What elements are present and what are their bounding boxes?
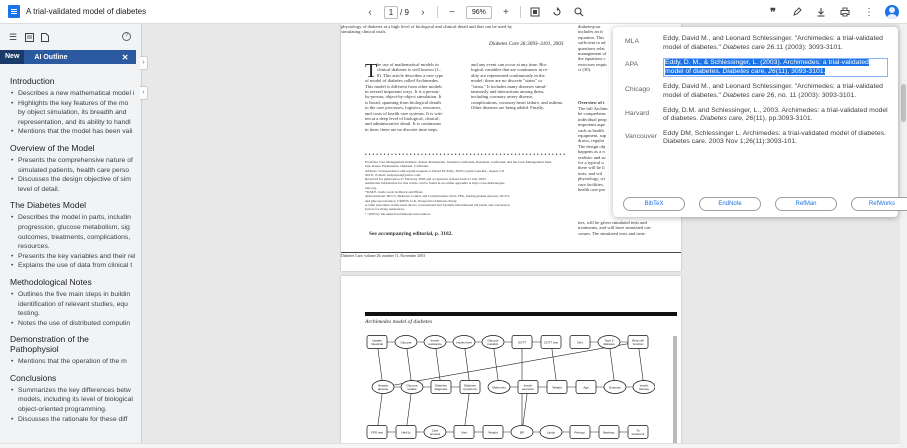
diagram-node — [488, 381, 510, 394]
diagram-node — [396, 426, 416, 439]
citation-row-vancouver[interactable] — [625, 130, 888, 147]
page1-footnote — [365, 160, 579, 216]
text-line: Additional information for this article can be found in an online appendix at http://care.diabetesjour- — [365, 181, 506, 186]
text-line: of model of diabetes called Archimedes. — [365, 78, 439, 84]
text-line: and administrative detail. It is continuous — [365, 121, 442, 127]
diagram-node-label: Type 2 — [604, 338, 614, 343]
diagram-node-label: symptoms — [463, 387, 477, 392]
citation-text-main: Eddy DM, Schlessinger L. Archimedes: a trial-validated model of diabetes. Diabetes care. 2003 Nov 1;26(11):3093-101. — [663, 129, 886, 146]
page-navigator — [384, 6, 409, 19]
diagram-node-label: Exercise — [609, 385, 621, 390]
export-bibtex-button[interactable]: BibTeX — [623, 197, 685, 211]
text-line: in time; there are no discrete time steps. — [365, 126, 439, 132]
outline-bullet-text: • Summarizes the key differences betw — [18, 386, 131, 394]
figure-title: Archimedes model of diabetes — [365, 319, 433, 325]
text-line: ct (30). — [578, 67, 592, 73]
diagram-node-label: Intestinal — [370, 342, 384, 347]
diagram-node-label: function — [632, 342, 644, 347]
tab-ai-outline[interactable] — [24, 50, 136, 64]
outline-bullet[interactable] — [10, 99, 135, 128]
collapse-arrow-icon[interactable]: › — [140, 56, 148, 70]
text-line: including coronary artery disease, — [471, 94, 534, 100]
sidebar-icon-bar — [0, 24, 141, 50]
text-line: Other diseases are being added. Finally, — [471, 105, 545, 111]
text-line: From the Care Management Institute, Kaiser Permanente, Southern California, Pasadena, California; and the Care Management Insti- — [365, 160, 553, 164]
text-line: ality are represented continuously in the — [471, 72, 545, 78]
help-icon[interactable]: ? — [122, 32, 131, 41]
diagram-node-label: process — [429, 432, 441, 437]
outline-bullet-text: by object simulation, its breadth and — [18, 109, 127, 117]
outline-bullet-text: resources. — [18, 243, 50, 251]
text-line: *D.M.E. holds stock in Merck and Pfizer. — [365, 190, 424, 195]
diagram-node-label: FPG test — [371, 430, 383, 435]
diagram-node-label: Diabetes — [464, 383, 476, 388]
zoom-level-input[interactable]: 96% — [466, 6, 492, 19]
diagram-node-label: diabetes — [603, 342, 615, 347]
see-editorial: See accompanying editorial, p. 3182. — [369, 231, 453, 237]
text-line: diabetesjour — [578, 24, 601, 29]
text-line: clinical diabetes is well known (1– — [377, 67, 441, 73]
diagram-node-label: Glucose — [400, 340, 412, 345]
diagram-node-label: treatment — [631, 432, 645, 437]
text-line: factors for many substances. — [365, 207, 405, 212]
text-line: complications, coronary heart failure, and asthma. — [471, 99, 564, 105]
diagram-node — [454, 426, 474, 439]
text-line: sufficient to ad — [578, 40, 606, 46]
outline-bullet-text: • Outlines the five main steps in buildin — [18, 290, 131, 298]
diagram-node — [460, 381, 480, 394]
citation-row-mla[interactable] — [625, 35, 888, 52]
download-icon[interactable] — [813, 4, 829, 20]
text-line: care facilities, — [578, 181, 604, 187]
text-line: there will be li — [578, 165, 605, 171]
outline-bullet[interactable] — [10, 290, 135, 319]
text-line: ties, will be given simulated tests and — [578, 220, 647, 225]
outline-section-title[interactable]: The Diabetes Model — [10, 200, 87, 211]
diagram-node-label: BP — [519, 430, 525, 435]
diagram-node-label: Lipids — [547, 430, 555, 435]
citation-text-main: Eddy, David M., and Leonard Schlessinger. "Archimedes: a trial-validated model of diabetes." — [663, 83, 883, 99]
outline-section-title[interactable]: Demonstration of the Pathophysiol — [10, 334, 89, 355]
diagram-node-label: therapy — [638, 387, 650, 392]
citation-text[interactable] — [663, 83, 888, 100]
horizontal-scrollbar[interactable] — [0, 443, 900, 448]
scrollbar-thumb[interactable] — [901, 84, 906, 122]
drop-cap: T — [365, 60, 378, 82]
text-line: to the care processes, logistics, resources, — [365, 105, 442, 111]
text-line: nals.org. — [365, 185, 377, 190]
text-line: © 2003 by the American Diabetes Association. — [365, 211, 431, 216]
print-icon[interactable] — [837, 4, 853, 20]
diagram-node-label: Insulin — [523, 383, 533, 388]
outline-bullet-text: • Explains the use of data from clinical t — [18, 262, 133, 270]
text-line: logical variables that are continuous in re- — [471, 67, 549, 73]
citation-text[interactable] — [663, 107, 888, 124]
citation-style-label: Chicago — [625, 86, 650, 94]
tab-new[interactable]: New — [0, 50, 24, 64]
citation-text-main: Eddy, David M., and Leonard Schlessinger. "Archimedes: a trial-validated model of diabetes." — [663, 35, 883, 51]
outline-bullet-text: identification of relevant studies, equ — [18, 300, 128, 308]
diagram-node — [547, 381, 567, 394]
page1-column-3c — [578, 220, 678, 236]
outline-list — [0, 64, 141, 424]
export-refworks-button[interactable]: RefWorks — [851, 197, 907, 211]
text-line: includes an fr — [578, 29, 604, 35]
diagram-node-label: Age — [583, 385, 589, 390]
outline-bullet[interactable] — [10, 89, 135, 99]
page-side-strip — [673, 336, 677, 446]
close-icon[interactable]: ✕ — [121, 52, 129, 62]
diagram-node-label: Insulin level — [456, 340, 472, 345]
text-line: 8). This article describes a new type — [377, 72, 444, 78]
page1-column-3 — [578, 24, 618, 73]
page1-column-2 — [471, 62, 577, 111]
text-line: in several important ways. It is a person- — [365, 89, 440, 95]
document-title: A trial-validated model of diabetes — [26, 7, 147, 16]
outline-bullet[interactable] — [10, 156, 135, 175]
diagram-node — [372, 381, 394, 394]
text-line: and any event can occur at any time. Bio- — [471, 62, 548, 67]
rotate-icon[interactable] — [549, 4, 565, 20]
diagram-node-label: Diabetes — [435, 383, 447, 388]
header-line: simulating clinical trials. — [341, 29, 387, 35]
diagram-node — [570, 336, 590, 349]
outline-bullet-text: level of detail. — [18, 185, 60, 193]
list-icon[interactable]: ☰ — [8, 31, 18, 42]
diagram-node — [628, 426, 648, 439]
diagram-node-label: Metformin — [492, 385, 506, 390]
diagram-node-label: glucose — [377, 387, 389, 392]
text-line: exercises requir — [578, 61, 607, 67]
text-line: happens as a n — [578, 149, 605, 155]
outline-bullet[interactable] — [10, 252, 135, 262]
diagram-node — [570, 426, 590, 439]
cite-dialog — [613, 27, 898, 217]
sidebar-tabs — [0, 50, 141, 64]
text-line: and costs of health care systems. It is writ- — [365, 110, 444, 116]
diagram-node — [482, 336, 504, 349]
page1-footer: Diabetes Care, volume 26, number 11, November 2003 — [341, 254, 426, 258]
text-line: 81611. E-mail: eddyaspen@yahoo.com. — [365, 172, 422, 177]
citation-text-tail: 26.11 (2003): 3093-3101. — [764, 43, 843, 51]
expand-arrow-icon[interactable]: ‹ — [140, 86, 148, 100]
document-icon[interactable] — [40, 32, 50, 42]
diagram-node-label: Visit — [461, 430, 467, 435]
text-line: A table elsewhere in this issue shows conventional and Système International (SI) units and conversion — [365, 202, 510, 207]
outline-bullet-text: • Discusses the design objective of sim — [18, 176, 131, 184]
outline-bullet-text: • Describes a new mathematical model i — [18, 90, 135, 97]
citation-text[interactable] — [663, 35, 888, 52]
text-line: draws, regulat — [578, 138, 605, 144]
model-diagram — [365, 328, 655, 448]
citation-text-tail: 26, no. 11 (2003): 3093-3101. — [764, 91, 857, 99]
outline-bullet[interactable] — [10, 415, 135, 425]
more-options-icon[interactable]: ⋮ — [864, 6, 874, 18]
diagram-node — [512, 336, 532, 349]
outline-bullet-text: • Highlights the key features of the mo — [18, 99, 129, 107]
diagram-node — [395, 336, 417, 349]
text-line: Abbreviations: DCCT, Diabetes Control and Complications Trial; FPG, fasting plasma glucose; OGTT, — [365, 194, 510, 199]
citation-text-journal: Diabetes care — [722, 91, 765, 99]
diagram-node — [424, 336, 446, 349]
export-refman-button[interactable]: RefMan — [775, 197, 837, 211]
text-line: is broad, spanning from biological details — [365, 99, 442, 105]
outline-bullet-text: testing. — [18, 310, 40, 318]
diagram-node — [367, 426, 387, 439]
outline-section-title[interactable]: Methodological Notes — [10, 276, 92, 287]
outline-section-title[interactable]: Overview of the Model — [10, 142, 95, 153]
outline-bullet-text: progression, glucose metabolism, sig — [18, 223, 130, 231]
page1-header — [341, 24, 571, 35]
title-bar — [365, 312, 677, 316]
citation-style-label: Vancouver — [625, 132, 657, 140]
text-line: The design obj — [578, 143, 606, 149]
text-line: physiology, wi — [578, 176, 606, 182]
text-line: the equations c — [578, 56, 606, 62]
previous-page-button[interactable]: ‹ — [368, 6, 372, 18]
fit-page-icon[interactable] — [527, 4, 543, 20]
divider: • • • • • • • • • • • • • • • • • • • • • • • • • • • • • • • • • • • • • • • • • • • • • • • • • • • • • • — [365, 152, 566, 158]
outline-bullet[interactable] — [10, 127, 135, 137]
text-line: tute, Kaiser Permanente, Oakland, California. — [365, 164, 429, 169]
citation-text-tail: (11), 3093-3101. — [775, 67, 826, 75]
next-page-button[interactable]: › — [421, 6, 425, 18]
citation-row-chicago[interactable] — [625, 83, 888, 100]
outline-bullet-text: • Describes the model in parts, includin — [18, 214, 131, 222]
text-line: equation. This — [578, 34, 605, 40]
diagram-node — [424, 426, 446, 439]
diagram-node — [367, 336, 387, 349]
tab-ai-outline-label: AI Outline — [34, 53, 68, 61]
outline-sidebar — [0, 24, 142, 448]
text-line: Received for publication 27 February 2003 and accepted in revised form 21 July 2003. — [365, 177, 487, 182]
text-line: he use of mathematical models in — [377, 62, 439, 67]
text-line: by-person, object-by-object simulation. It — [365, 94, 442, 100]
diagram-node-label: Glucose — [406, 383, 418, 388]
citation-text-journal: Diabetes care, 26 — [722, 67, 776, 75]
diagram-node-label: secretion — [521, 387, 535, 392]
outline-section-title[interactable]: Introduction — [10, 76, 55, 86]
outline-bullet[interactable] — [10, 175, 135, 194]
diagram-node-label: Care — [431, 428, 439, 433]
diagram-node — [604, 381, 626, 394]
top-toolbar — [0, 0, 907, 24]
outline-bullet-text: • Discusses the rationale for these diff — [18, 415, 128, 423]
text-line: taneously and interactions among them, — [471, 89, 545, 95]
text-line: management of — [578, 51, 607, 57]
text-line: be comprehens — [578, 111, 606, 117]
text-line: for a typical u — [578, 160, 604, 166]
citation-text-journal: Diabetes care, 26 — [700, 115, 754, 123]
diagram-node-label: OGTT — [517, 340, 527, 345]
text-line: "strata." It includes many diseases simul- — [471, 83, 547, 89]
header-line: physiology of diabetes at a high level of biological and clinical detail and that can be used by — [341, 24, 513, 29]
citation-text[interactable] — [663, 130, 888, 147]
diagram-node-label: resistance — [428, 342, 442, 347]
page1-column-3b — [578, 106, 618, 193]
diagram-node-label: Insulin — [430, 338, 440, 343]
page-number-input[interactable]: 1 — [384, 6, 398, 19]
zoom-in-button[interactable]: + — [502, 6, 509, 18]
pdf-page-2 — [341, 276, 681, 448]
diagram-node — [598, 336, 620, 349]
text-line: individual peop — [578, 116, 607, 122]
diagram-node-label: Nephrop. — [602, 430, 616, 435]
outline-bullet-text: • Mentions that the model has been vali — [18, 128, 133, 136]
quote-cite-icon[interactable]: ❞ — [770, 6, 776, 19]
user-avatar[interactable] — [885, 5, 899, 19]
outline-bullet-text: • Presents the key variables and their rel — [18, 252, 135, 260]
outline-bullet-text: representation, and its ability to handl — [18, 118, 131, 126]
diagram-node — [453, 336, 475, 349]
citation-text-main: Eddy, D. M., & Schlessinger, L. (2003). Archimedes: a trial-validated model of diabetes. — [665, 59, 869, 75]
text-line: and glucose tolerance; UKPDS, U.K. Prospective Diabetes Study. — [365, 198, 458, 203]
diagram-node-label: Hepatic — [377, 383, 389, 388]
annotate-icon[interactable] — [789, 4, 805, 20]
citation-style-label: MLA — [625, 38, 639, 45]
diagram-node — [540, 426, 562, 439]
diagram-node-label: metabol. — [487, 342, 499, 347]
text-line: equipment, sup — [578, 133, 607, 139]
export-buttons — [623, 197, 907, 211]
diagram-node-label: Weight — [488, 430, 498, 435]
diagram-node — [599, 426, 619, 439]
overview-heading: Overview of t — [578, 100, 605, 105]
citation-text-main: Eddy, D.M. and Schlessinger, L., 2003. Archimedes: a trial-validated model of diabetes. — [663, 106, 888, 123]
text-line: tests, and wil — [578, 170, 603, 176]
vertical-scrollbar[interactable] — [900, 24, 907, 448]
text-line: comes. The simulated tests and treat- — [578, 230, 647, 236]
diagram-node — [511, 426, 533, 439]
diagram-node-label: Retinop. — [574, 430, 586, 435]
diagram-node — [518, 381, 538, 394]
text-line: important aspe — [578, 122, 606, 128]
text-line: Address correspondence and reprint requests to David M. Eddy, 3935 Crystal Lake Rd., Aspen, CO — [365, 168, 505, 173]
diagram-node-label: Insulin — [639, 383, 649, 388]
text-line: treatments, and will have simulated out- — [578, 225, 652, 231]
text-line: realistic and su — [578, 154, 606, 160]
thumbnails-icon[interactable] — [24, 32, 34, 42]
diagram-node — [633, 381, 655, 394]
diagram-node-label: HbA1c — [401, 430, 411, 435]
outline-bullet-text: • Presents the comprehensive nature of — [18, 156, 133, 164]
diagram-node — [576, 381, 596, 394]
diagram-node — [541, 336, 561, 349]
pdf-file-icon — [8, 5, 20, 18]
outline-section-title[interactable]: Conclusions — [10, 372, 57, 383]
search-icon[interactable] — [571, 4, 587, 20]
diagram-node-label: Diet — [577, 340, 583, 345]
text-line: model; there are no discrete "states" or — [471, 78, 543, 84]
diagram-node-label: Weight — [552, 385, 562, 390]
diagram-node-label: Beta cell — [632, 338, 644, 343]
citation-row-harvard[interactable] — [625, 107, 888, 124]
citation-text[interactable] — [663, 58, 888, 77]
diagram-node — [401, 381, 423, 394]
outline-bullet[interactable] — [10, 357, 135, 367]
diagram-node — [431, 381, 451, 394]
text-line: health care pro — [578, 187, 606, 193]
citation-line: Diabetes Care 26:3093–3101, 2003 — [489, 41, 564, 47]
diagram-node-label: Uptake — [372, 338, 382, 343]
diagram-node-label: uptake — [407, 387, 417, 392]
text-line: This model is different from other models — [365, 83, 442, 89]
outline-bullet-text: • Mentions that the operation of the m — [18, 358, 127, 366]
outline-bullet-text: outcomes, treatments, complications, — [18, 233, 131, 241]
citation-text-tail: (11), pp.3093-3101. — [753, 115, 813, 123]
diagram-node — [628, 336, 648, 349]
outline-bullet-text: object-oriented programming. — [18, 406, 107, 414]
diagram-node-label: To — [636, 428, 640, 433]
diagram-node — [483, 426, 503, 439]
text-line: The full Archim — [578, 106, 608, 111]
diagram-node-label: OGTT test — [544, 340, 558, 345]
zoom-out-button[interactable]: − — [448, 6, 455, 18]
outline-bullet[interactable] — [10, 213, 135, 251]
footer-rule — [341, 252, 681, 253]
page1-column-1 — [365, 62, 475, 132]
citation-text-journal: Diabetes care — [722, 43, 765, 51]
text-line: questions relat — [578, 45, 605, 51]
outline-bullet[interactable] — [10, 261, 135, 271]
outline-bullet[interactable] — [10, 319, 135, 329]
text-line: ten at a deep level of biological, clinical, — [365, 116, 440, 122]
outline-bullet-text: models, including its level of biological — [18, 396, 133, 404]
citation-rows — [625, 35, 888, 147]
diagram-node-label: Glucose — [487, 338, 499, 343]
citation-style-label: APA — [625, 61, 639, 69]
page-total: / 9 — [400, 7, 409, 17]
outline-bullet-text: • Notes the use of distributed computin — [18, 319, 131, 327]
export-endnote-button[interactable]: EndNote — [699, 197, 761, 211]
citation-row-apa[interactable] — [625, 58, 888, 77]
outline-bullet-text: simulated patients, health care perso — [18, 166, 130, 174]
outline-bullet[interactable] — [10, 386, 135, 415]
citation-style-label: Harvard — [625, 109, 650, 117]
diagram-node-label: diagnosis — [434, 387, 448, 392]
text-line: such as health — [578, 127, 604, 133]
